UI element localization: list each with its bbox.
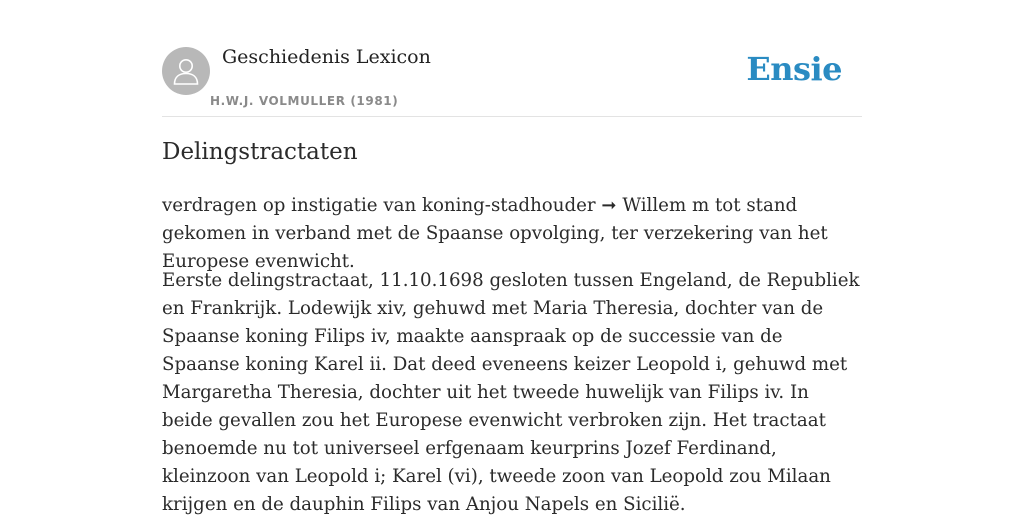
avatar[interactable] xyxy=(162,47,210,95)
entry-paragraph: verdragen op instigatie van koning-stadhouder ➞ Willem m tot stand gekomen in verband met de Spaanse opvolging, ter verzekering van het Europese evenwicht. xyxy=(162,195,828,272)
lexicon-title[interactable]: Geschiedenis Lexicon xyxy=(222,46,431,68)
brand-logo[interactable]: Ensie xyxy=(746,50,842,88)
entry-paragraph: Eerste delingstractaat, 11.10.1698 gesloten tussen Engeland, de Republiek en Frankrijk. Lodewijk xiv, gehuwd met Maria Theresia, dochter van de Spaanse koning Filips iv, maakte aanspraak op de successie van de Spaanse koning Karel ii. Dat deed eveneens keizer Leopold i, gehuwd met Margaretha Theresia, dochter uit het tweede huwelijk van Filips iv. In beide gevallen zou het Europese evenwicht verbroken zijn. Het tractaat benoemde nu tot universeel erfgenaam keurprins Jozef Ferdinand, kleinzoon van Leopold i; Karel (vi), tweede zoon van Leopold zou Milaan krijgen en de dauphin Filips van Anjou Napels en Sicilië. xyxy=(162,270,860,515)
header xyxy=(162,0,862,117)
article-container xyxy=(162,0,862,515)
entry-title: Delingstractaten xyxy=(162,139,358,165)
author-name[interactable]: H.W.J. VOLMULLER (1981) xyxy=(210,94,399,108)
user-silhouette-icon xyxy=(173,57,199,85)
